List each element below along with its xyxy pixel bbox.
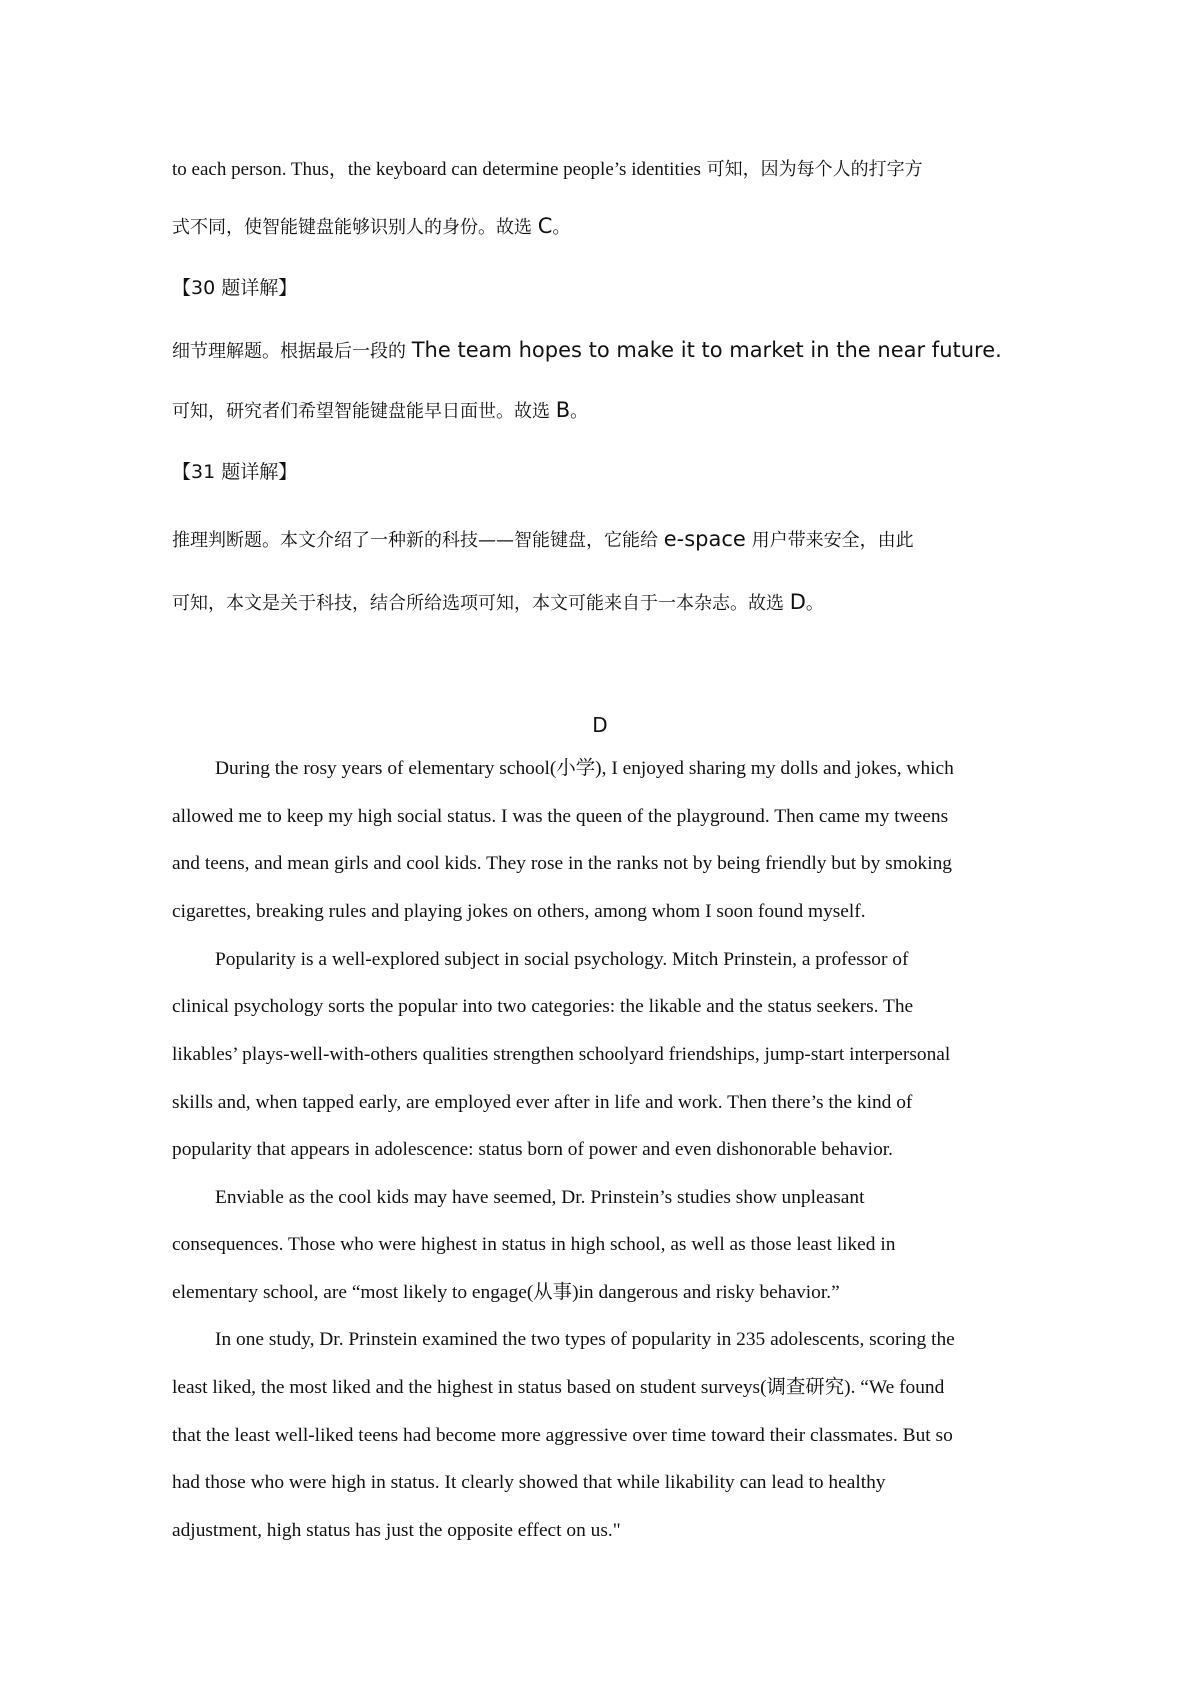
q31-explanation-line-1 <box>172 527 914 553</box>
q29-explanation-line-2 <box>172 214 570 240</box>
passage-line: Enviable as the cool kids may have seemed, Dr. Prinstein’s studies show unpleasant <box>215 1187 865 1208</box>
q31-answer: D <box>789 590 806 614</box>
passage-line: Popularity is a well-explored subject in social psychology. Mitch Prinstein, a professor of <box>215 949 909 970</box>
passage-line: clinical psychology sorts the popular into two categories: the likable and the status seekers. The <box>172 996 914 1017</box>
passage-title: D <box>592 713 608 737</box>
passage-line: cigarettes, breaking rules and playing jokes on others, among whom I soon found myself. <box>172 901 866 922</box>
q30-heading: 【30 题详解】 <box>172 277 298 299</box>
passage-line: elementary school, are “most likely to engage(从事)in dangerous and risky behavior.” <box>172 1282 840 1303</box>
passage-line: consequences. Those who were highest in status in high school, as well as those least liked in <box>172 1234 896 1255</box>
passage-line: likables’ plays-well-with-others qualities strengthen schoolyard friendships, jump-start interpersonal <box>172 1044 951 1065</box>
q30-line1-cn: 细节理解题。根据最后一段的 <box>172 341 412 362</box>
q29-line2-end: 。 <box>552 217 571 238</box>
q31-line1-cn-b: 用户带来安全，由此 <box>745 530 914 551</box>
q29-line1-en: to each person. Thus，the keyboard can determine people’s identities <box>172 159 701 180</box>
passage-line: and teens, and mean girls and cool kids. They rose in the ranks not by being friendly but by smoking <box>172 853 952 874</box>
q29-explanation-line-1 <box>172 158 923 182</box>
q30-line2-end: 。 <box>570 401 589 422</box>
q29-answer: C <box>537 214 553 238</box>
q30-line2-cn: 可知，研究者们希望智能键盘能早日面世。故选 <box>172 401 556 422</box>
q31-line2-end: 。 <box>805 593 824 614</box>
q31-line1-cn-a: 推理判断题。本文介绍了一种新的科技——智能键盘，它能给 <box>172 530 664 551</box>
passage-line: In one study, Dr. Prinstein examined the two types of popularity in 235 adolescents, scoring the <box>215 1329 955 1350</box>
q29-line1-cn: 可知，因为每个人的打字方 <box>700 159 923 180</box>
q31-line2-cn: 可知，本文是关于科技，结合所给选项可知，本文可能来自于一本杂志。故选 <box>172 593 790 614</box>
passage-line: During the rosy years of elementary school(小学), I enjoyed sharing my dolls and jokes, which <box>215 758 954 779</box>
passage-line: adjustment, high status has just the opposite effect on us." <box>172 1520 621 1541</box>
q30-answer: B <box>555 398 571 422</box>
q31-heading: 【31 题详解】 <box>172 461 298 483</box>
passage-line: that the least well-liked teens had become more aggressive over time toward their classmates. But so <box>172 1425 953 1446</box>
passage-line: least liked, the most liked and the highest in status based on student surveys(调查研究). “We found <box>172 1377 945 1398</box>
q30-explanation-line-2 <box>172 398 588 424</box>
q30-explanation-line-1 <box>172 338 1002 364</box>
passage-line: had those who were high in status. It clearly showed that while likability can lead to healthy <box>172 1472 886 1493</box>
q31-line1-en: e-space <box>663 527 746 551</box>
passage-line: skills and, when tapped early, are employed ever after in life and work. Then there’s the kind of <box>172 1092 913 1113</box>
q29-line2-cn: 式不同，使智能键盘能够识别人的身份。故选 <box>172 217 538 238</box>
q30-line1-en: The team hopes to make it to market in the near future. <box>411 338 1002 362</box>
q31-explanation-line-2 <box>172 590 824 616</box>
passage-line: popularity that appears in adolescence: status born of power and even dishonorable behavior. <box>172 1139 893 1160</box>
passage-line: allowed me to keep my high social status. I was the queen of the playground. Then came my tweens <box>172 806 949 827</box>
